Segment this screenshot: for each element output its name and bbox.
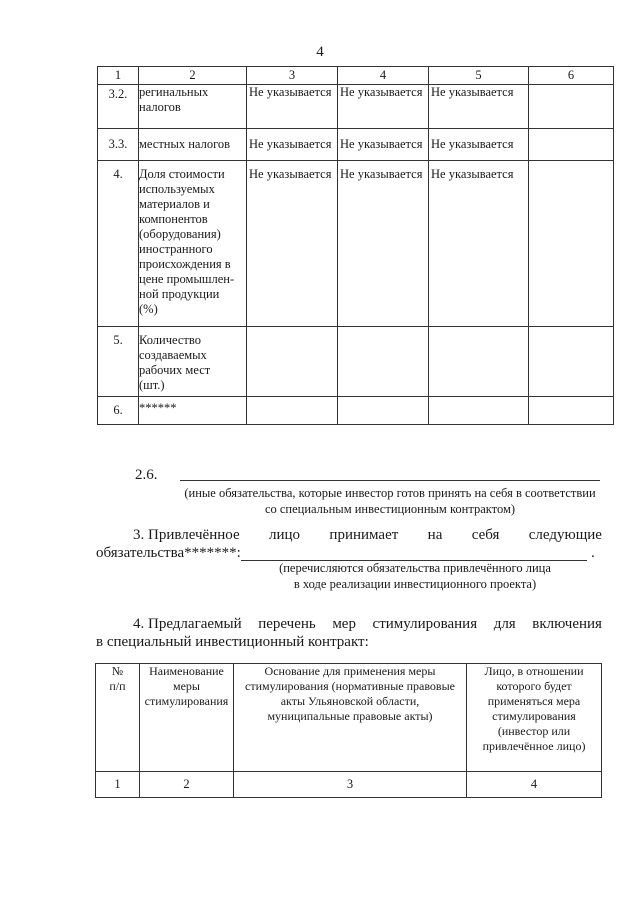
row-number: 3.2.: [98, 85, 139, 129]
row-name-line: используемых: [139, 182, 215, 196]
section-3-period: .: [591, 545, 595, 561]
section-2-6-blank-line: [180, 480, 600, 481]
value-cell: [529, 129, 614, 161]
row-name-line: Количество: [139, 333, 201, 347]
header-cell: [467, 664, 602, 772]
section-2-6-number: 2.6.: [135, 467, 158, 483]
header-line: стимулирования: [492, 709, 576, 723]
section-4-word: включения: [532, 616, 602, 632]
row-name-line: создаваемых: [139, 348, 207, 362]
section-4-word: мер: [332, 616, 356, 632]
value-cell: Не указывается: [247, 161, 338, 327]
section-3-word: лицо: [269, 527, 301, 543]
value-cell: Не указывается: [338, 85, 429, 129]
header-line: (инвестор или: [497, 724, 571, 738]
header-cell: 1: [98, 67, 139, 85]
header-line: применяться мера: [487, 694, 581, 708]
section-3-word: следующие: [528, 527, 602, 543]
table-row: [98, 161, 614, 327]
section-4-word: стимулирования: [372, 616, 478, 632]
row-name-line: (%): [139, 302, 158, 316]
row-number: 3.3.: [98, 129, 139, 161]
section-4-word: 4. Предлагаемый: [133, 616, 242, 632]
row-name-line: Доля стоимости: [139, 167, 225, 181]
header-line: Лицо, в отношении: [484, 664, 584, 678]
value-cell: [529, 161, 614, 327]
section-4-word: для: [493, 616, 516, 632]
row-name: [139, 129, 247, 161]
table-row: [98, 129, 614, 161]
header-cell: [96, 664, 140, 772]
row-name-line: налогов: [139, 100, 181, 114]
header-line: п/п: [109, 679, 126, 693]
header-cell: 5: [429, 67, 529, 85]
row-number: 4.: [98, 161, 139, 327]
section-3-first-line: [133, 526, 602, 544]
value-cell: [529, 327, 614, 397]
indicators-table: [97, 66, 614, 425]
row-name-line: регинальных: [139, 85, 209, 99]
section-3-word: на: [427, 527, 443, 543]
value-cell: [429, 327, 529, 397]
table-row: [98, 85, 614, 129]
value-cell: [247, 397, 338, 425]
section-4-word: перечень: [258, 616, 316, 632]
value-cell: [529, 85, 614, 129]
header-cell: 3: [247, 67, 338, 85]
column-number-cell: 3: [234, 772, 467, 798]
row-name: [139, 327, 247, 397]
incentive-measures-table: [95, 663, 602, 798]
header-cell: 4: [338, 67, 429, 85]
value-cell: Не указывается: [338, 161, 429, 327]
header-line: стимулирования (нормативные правовые: [245, 679, 455, 693]
value-cell: [338, 327, 429, 397]
header-cell: 2: [139, 67, 247, 85]
header-line: №: [111, 664, 124, 678]
row-number: 6.: [98, 397, 139, 425]
section-3-word: 3. Привлечённое: [133, 527, 240, 543]
header-line: акты Ульяновской области,: [280, 694, 420, 708]
row-name-line: (оборудования): [139, 227, 221, 241]
header-cell: 6: [529, 67, 614, 85]
value-cell: Не указывается: [429, 161, 529, 327]
column-number-cell: 1: [96, 772, 140, 798]
header-cell: [140, 664, 234, 772]
header-line: муниципальные правовые акты): [267, 709, 433, 723]
section-4-second-line: в специальный инвестиционный контракт:: [96, 634, 369, 650]
row-name-line: компонентов: [139, 212, 208, 226]
value-cell: Не указывается: [247, 129, 338, 161]
header-line: привлечённое лицо): [482, 739, 586, 753]
header-line: меры: [173, 679, 200, 693]
row-name-line: (шт.): [139, 378, 165, 392]
row-name: [139, 161, 247, 327]
value-cell: [338, 397, 429, 425]
row-name-line: материалов и: [139, 197, 210, 211]
row-name-line: иностранного: [139, 242, 213, 256]
column-number-cell: 4: [467, 772, 602, 798]
row-name-line: ной продукции: [139, 287, 220, 301]
caption-line: со специальным инвестиционным контрактом): [264, 502, 516, 516]
value-cell: Не указывается: [429, 85, 529, 129]
header-line: Основание для применения меры: [264, 664, 436, 678]
header-line: Наименование: [149, 664, 224, 678]
table-header-row: [96, 664, 602, 772]
value-cell: Не указывается: [429, 129, 529, 161]
header-cell: [234, 664, 467, 772]
column-number-cell: 2: [140, 772, 234, 798]
caption-line: (иные обязательства, которые инвестор готов принять на себя в соответствии: [184, 486, 596, 500]
section-3-word: принимает: [329, 527, 399, 543]
row-number: 5.: [98, 327, 139, 397]
section-3-obligations-label: обязательства*******:: [96, 545, 241, 561]
value-cell: [247, 327, 338, 397]
row-name: [139, 397, 247, 425]
header-line: которого будет: [496, 679, 572, 693]
table-row: [98, 397, 614, 425]
value-cell: Не указывается: [247, 85, 338, 129]
row-name: [139, 85, 247, 129]
section-4-first-line: [133, 615, 602, 633]
caption-line: в ходе реализации инвестиционного проекта): [293, 577, 537, 591]
row-name-line: ******: [139, 401, 177, 415]
caption-line: (перечисляются обязательства привлечённого лица: [279, 561, 551, 575]
table-row: [96, 772, 602, 798]
section-3-word: себя: [471, 527, 500, 543]
section-3-caption: [240, 560, 590, 592]
row-name-line: местных налогов: [139, 137, 231, 151]
table-header-row: [98, 67, 614, 85]
page-number: 4: [316, 44, 324, 60]
header-line: стимулирования: [144, 694, 229, 708]
section-2-6-caption: [170, 485, 610, 517]
value-cell: Не указывается: [338, 129, 429, 161]
row-name-line: рабочих мест: [139, 363, 211, 377]
row-name-line: цене промышлен-: [139, 272, 235, 286]
row-name-line: происхождения в: [139, 257, 231, 271]
value-cell: [429, 397, 529, 425]
value-cell: [529, 397, 614, 425]
table-row: [98, 327, 614, 397]
